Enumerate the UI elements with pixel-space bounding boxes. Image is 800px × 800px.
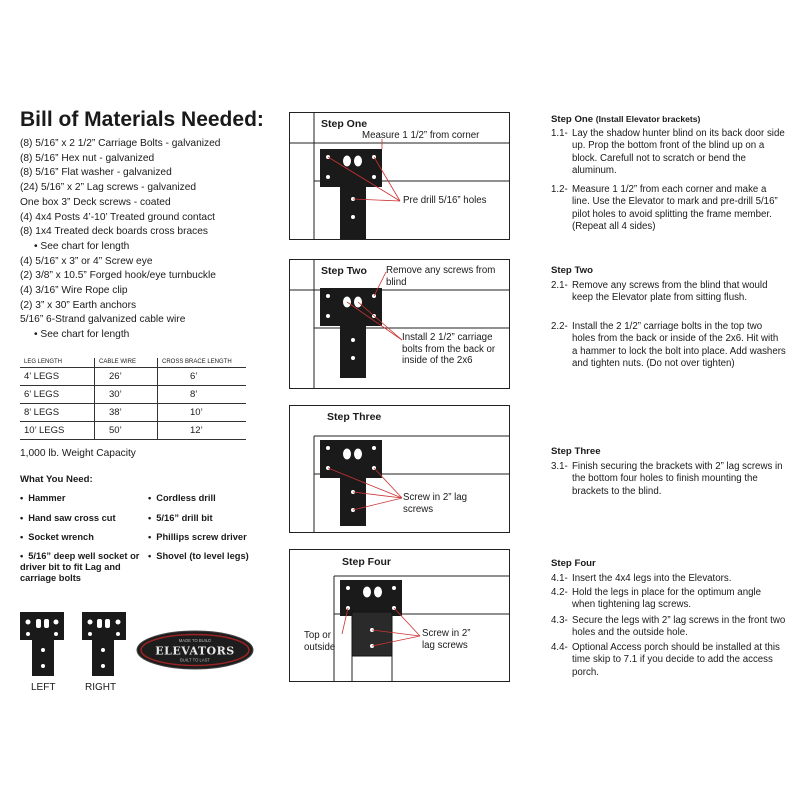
table-header-row <box>20 358 246 368</box>
annotation: Remove any screws from blind <box>386 265 496 288</box>
right-bracket-label: RIGHT <box>85 682 117 693</box>
table-row <box>20 404 246 422</box>
instruction-item <box>551 280 786 305</box>
what-you-need-title: What You Need: <box>20 474 93 485</box>
instruction-number: 2.2- <box>551 321 568 332</box>
table-row <box>20 386 246 404</box>
table-header: CROSS BRACE LENGTH <box>158 358 247 368</box>
right-bracket-image <box>80 610 128 678</box>
annotation: Measure 1 1/2” from corner <box>362 130 480 141</box>
table-cell: 10’ LEGS <box>20 422 95 440</box>
instruction-number: 1.1- <box>551 128 568 139</box>
table-cell: 26’ <box>95 368 158 386</box>
step-one-title: Step One <box>551 114 594 125</box>
instruction-item <box>551 587 786 612</box>
bom-item: (2) 3” x 30” Earth anchors <box>20 299 137 311</box>
table-row <box>20 422 246 440</box>
tool-item: • Socket wrench <box>20 532 94 543</box>
left-bracket-label: LEFT <box>31 682 56 693</box>
table-header: LEG LENGTH <box>20 358 95 368</box>
tool-item: • Shovel (to level legs) <box>148 551 249 562</box>
instruction-text: Insert the 4x4 legs into the Elevators. <box>572 573 732 584</box>
bom-item: (8) 1x4 Treated deck boards cross braces <box>20 226 208 238</box>
bom-item-note: • See chart for length <box>34 240 130 252</box>
table-cell: 6’ LEGS <box>20 386 95 404</box>
tool-item: • Hand saw cross cut <box>20 513 116 524</box>
table-cell: 8’ <box>158 386 247 404</box>
instruction-number: 4.3- <box>551 615 568 626</box>
left-bracket-image <box>18 610 66 678</box>
instruction-text: Install the 2 1/2” carriage bolts in the top two holes from the back or inside of the 2x6. Hit with a hammer to lock the bolt into place. Add washers and tighten nuts. (Do not over tighten) <box>572 321 786 370</box>
table-row <box>20 368 246 386</box>
instruction-text: Finish securing the brackets with 2” lag screws in the bottom four holes to finish mounting the brackets to the blind. <box>572 461 783 497</box>
instruction-number: 2.1- <box>551 280 568 291</box>
instruction-item <box>551 615 786 640</box>
bom-item: One box 3” Deck screws - coated <box>20 196 171 208</box>
annotation: Pre drill 5/16” holes <box>403 195 487 206</box>
step-two-diagram <box>289 259 510 389</box>
bom-title: Bill of Materials Needed: <box>20 108 264 131</box>
step-three-label: Step Three <box>327 411 382 423</box>
table-cell: 30’ <box>95 386 158 404</box>
instruction-item <box>551 321 786 371</box>
bom-item: (4) 4x4 Posts 4’-10’ Treated ground contact <box>20 211 215 223</box>
bom-item: 5/16” 6-Strand galvanized cable wire <box>20 314 186 326</box>
leg-length-table <box>20 358 246 440</box>
instruction-item <box>551 642 786 679</box>
step-four-title: Step Four <box>551 558 596 569</box>
weight-capacity: 1,000 lb. Weight Capacity <box>20 448 136 459</box>
instruction-text: Hold the legs in place for the optimum angle when tightening lag screws. <box>572 587 762 611</box>
instruction-text: Remove any screws from the blind that would keep the Elevator plate from sitting flush. <box>572 280 768 304</box>
annotation: Screw in 2” lag screws <box>403 492 468 515</box>
instruction-item <box>551 128 786 178</box>
logo-top-text: MADE TO BUILD <box>178 638 212 643</box>
table-cell: 4’ LEGS <box>20 368 95 386</box>
step-one-label: Step One <box>321 118 368 130</box>
bom-item: (8) 5/16” Flat washer - galvanized <box>20 167 172 179</box>
step-three-diagram <box>289 405 510 533</box>
instruction-number: 4.4- <box>551 642 568 653</box>
tool-item: • 5/16” drill bit <box>148 513 213 524</box>
instruction-item <box>551 573 786 585</box>
step-three-title: Step Three <box>551 446 601 457</box>
table-cell: 10’ <box>158 404 247 422</box>
tool-item: • Cordless drill <box>148 493 216 504</box>
annotation: Screw in 2” lag screws <box>422 628 471 651</box>
instruction-text: Secure the legs with 2” lag screws in the front two holes and the outside hole. <box>572 615 786 639</box>
annotation: Install 2 1/2” carriage bolts from the back or inside of the 2x6 <box>402 332 496 367</box>
instruction-text: Lay the shadow hunter blind on its back door side up. Prop the bottom front of the blind up on a block. Carefull not to scratch or bend the aluminum. <box>572 128 785 177</box>
bom-item: (4) 3/16” Wire Rope clip <box>20 285 128 297</box>
elevators-logo <box>134 628 256 672</box>
bom-item: (24) 5/16” x 2” Lag screws - galvanized <box>20 182 197 194</box>
table-header: CABLE WIRE <box>95 358 158 368</box>
step-three-illustration <box>290 406 509 532</box>
instruction-item <box>551 461 786 498</box>
annotation: Top or outside <box>304 630 336 653</box>
table-cell: 6’ <box>158 368 247 386</box>
instruction-text: Optional Access porch should be installed at this time skip to 7.1 if you decide to add the access porch. <box>572 642 780 678</box>
step-one-diagram <box>289 112 510 240</box>
step-one-subtitle: (Install Elevator brackets) <box>595 114 701 124</box>
bom-item: (2) 3/8” x 10.5” Forged hook/eye turnbuckle <box>20 270 216 282</box>
tool-item: • Phillips screw driver <box>148 532 247 543</box>
step-two-title: Step Two <box>551 265 593 276</box>
step-four-diagram <box>289 549 510 682</box>
bom-item: (8) 5/16” x 2 1/2” Carriage Bolts - galvanized <box>20 138 221 149</box>
table-cell: 38’ <box>95 404 158 422</box>
table-cell: 8’ LEGS <box>20 404 95 422</box>
instruction-text: Measure 1 1/2” from each corner and make a line. Use the Elevator to mark and pre-drill 5/16” pilot holes to avoid splitting the frame member. (Repeat all 4 sides) <box>572 184 778 233</box>
instruction-number: 1.2- <box>551 184 568 195</box>
instruction-number: 4.1- <box>551 573 568 584</box>
bom-item: (8) 5/16” Hex nut - galvanized <box>20 152 155 164</box>
step-one-heading <box>551 114 700 125</box>
logo-name: ELEVATORS <box>155 644 235 658</box>
table-cell: 50’ <box>95 422 158 440</box>
tool-item: • Hammer <box>20 493 65 504</box>
tool-item: • 5/16” deep well socket or driver bit to fit Lag and carriage bolts <box>20 551 150 584</box>
bom-list <box>20 137 270 343</box>
step-four-label: Step Four <box>342 556 391 568</box>
bom-item-note: • See chart for length <box>34 329 130 341</box>
instruction-number: 4.2- <box>551 587 568 598</box>
instruction-item <box>551 184 786 234</box>
instruction-number: 3.1- <box>551 461 568 472</box>
step-four-illustration <box>290 550 509 681</box>
logo-bottom-text: BUILT TO LAST <box>180 657 210 663</box>
step-two-label: Step Two <box>321 265 367 277</box>
table-cell: 12’ <box>158 422 247 440</box>
bom-item: (4) 5/16” x 3” or 4” Screw eye <box>20 255 153 267</box>
